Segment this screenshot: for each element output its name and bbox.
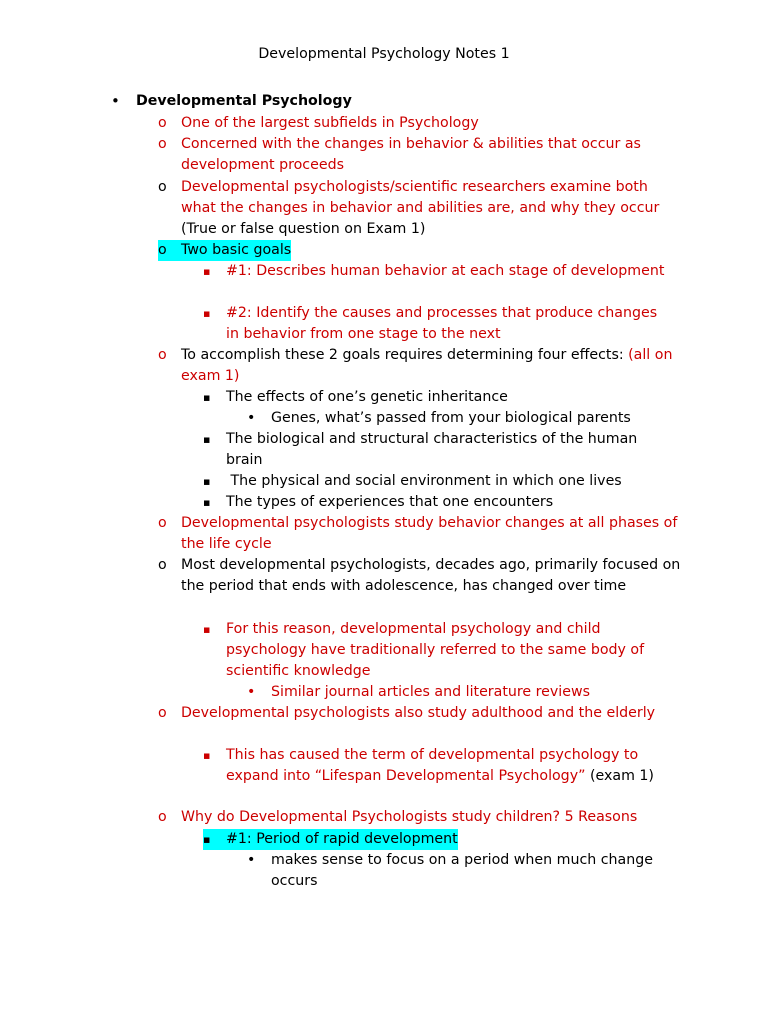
sub-sub-item-text: Genes, what’s passed from your biological parents xyxy=(271,410,631,426)
bullet-marker: • xyxy=(247,684,256,700)
page-title: Developmental Psychology Notes 1 xyxy=(258,46,510,62)
sub-item-text: The effects of one’s genetic inheritance xyxy=(226,389,508,405)
list-item xyxy=(158,703,682,724)
bullet-marker: • xyxy=(247,852,256,868)
sub-item-text: #1: Period of rapid development xyxy=(226,831,458,847)
square-bullet: ▪ xyxy=(203,475,211,488)
sub-list-item xyxy=(203,619,673,682)
bullet-marker: o xyxy=(158,705,167,721)
bullet-marker: o xyxy=(158,557,167,573)
sub-list-item-highlighted xyxy=(203,829,673,850)
list-item xyxy=(158,513,682,555)
item-text: Developmental psychologists also study adulthood and the elderly xyxy=(181,705,656,721)
sub-list-item xyxy=(203,745,673,787)
bullet-marker: o xyxy=(158,347,167,363)
sub-item-text: #1: Describes human behavior at each stage of development xyxy=(226,263,665,279)
item-text: Two basic goals xyxy=(181,242,292,258)
list-item xyxy=(158,177,682,240)
sub-list-item xyxy=(203,261,673,282)
list-item xyxy=(158,113,682,134)
sub-list-item xyxy=(203,471,673,492)
item-text: One of the largest subfields in Psychology xyxy=(181,115,479,131)
square-bullet: ▪ xyxy=(203,623,211,636)
list-item xyxy=(158,345,682,387)
sub-sub-item-text: makes sense to focus on a period when much change occurs xyxy=(271,852,653,889)
sub-item-text: This has caused the term of developmental psychology to expand into “Lifespan Developmental Psychology” xyxy=(226,747,639,784)
sub-sub-list-item xyxy=(247,682,683,703)
item-text: Why do Developmental Psychologists study children? 5 Reasons xyxy=(181,809,638,825)
sub-list-item xyxy=(203,303,673,345)
list-item xyxy=(158,134,682,176)
list-item xyxy=(158,555,682,597)
bullet-marker: • xyxy=(247,410,256,426)
exam-note: (exam 1) xyxy=(585,768,654,784)
bullet-marker: o xyxy=(158,115,167,131)
bullet-marker: o xyxy=(158,179,167,195)
item-text: Developmental psychologists/scientific researchers examine both what the changes in behavior and abilities are, and why they occur xyxy=(181,179,660,216)
exam-note: (all on exam 1) xyxy=(181,347,673,384)
sub-item-text: #2: Identify the causes and processes that produce changes in behavior from one stage to the next xyxy=(226,305,658,342)
list-item xyxy=(158,807,682,828)
bullet-marker: o xyxy=(158,515,167,531)
bullet-marker: o xyxy=(158,136,167,152)
sub-list-item xyxy=(203,387,673,408)
square-bullet: ▪ xyxy=(203,391,211,404)
sub-sub-list-item xyxy=(247,850,683,892)
bullet-marker: • xyxy=(111,92,120,110)
item-text: Most developmental psychologists, decades ago, primarily focused on the period that ends with adolescence, has changed over time xyxy=(181,557,681,594)
sub-item-text: The biological and structural characteristics of the human brain xyxy=(226,431,638,468)
sub-item-text: For this reason, developmental psychology and child psychology have traditionally referred to the same body of scientific knowledge xyxy=(226,621,645,679)
square-bullet: ▪ xyxy=(203,265,211,278)
exam-note: (True or false question on Exam 1) xyxy=(181,221,426,237)
square-bullet: ▪ xyxy=(203,496,211,509)
square-bullet: ▪ xyxy=(203,307,211,320)
list-item-highlighted xyxy=(158,240,682,261)
sub-item-text: The physical and social environment in which one lives xyxy=(226,473,622,489)
sub-item-text: The types of experiences that one encounters xyxy=(226,494,554,510)
square-bullet: ▪ xyxy=(203,433,211,446)
sub-sub-item-text: Similar journal articles and literature reviews xyxy=(271,684,590,700)
section-heading: Developmental Psychology xyxy=(136,93,352,109)
bullet-marker: o xyxy=(158,809,167,825)
sub-sub-list-item xyxy=(247,408,683,429)
sub-list-item xyxy=(203,492,673,513)
heading-item xyxy=(111,91,671,112)
sub-list-item xyxy=(203,429,673,471)
item-text: Developmental psychologists study behavior changes at all phases of the life cycle xyxy=(181,515,678,552)
item-text: Concerned with the changes in behavior & abilities that occur as development proceeds xyxy=(181,136,641,173)
square-bullet: ▪ xyxy=(203,749,211,762)
square-bullet: ▪ xyxy=(203,833,211,846)
item-text: To accomplish these 2 goals requires determining four effects: xyxy=(181,347,629,363)
bullet-marker: o xyxy=(158,242,167,258)
